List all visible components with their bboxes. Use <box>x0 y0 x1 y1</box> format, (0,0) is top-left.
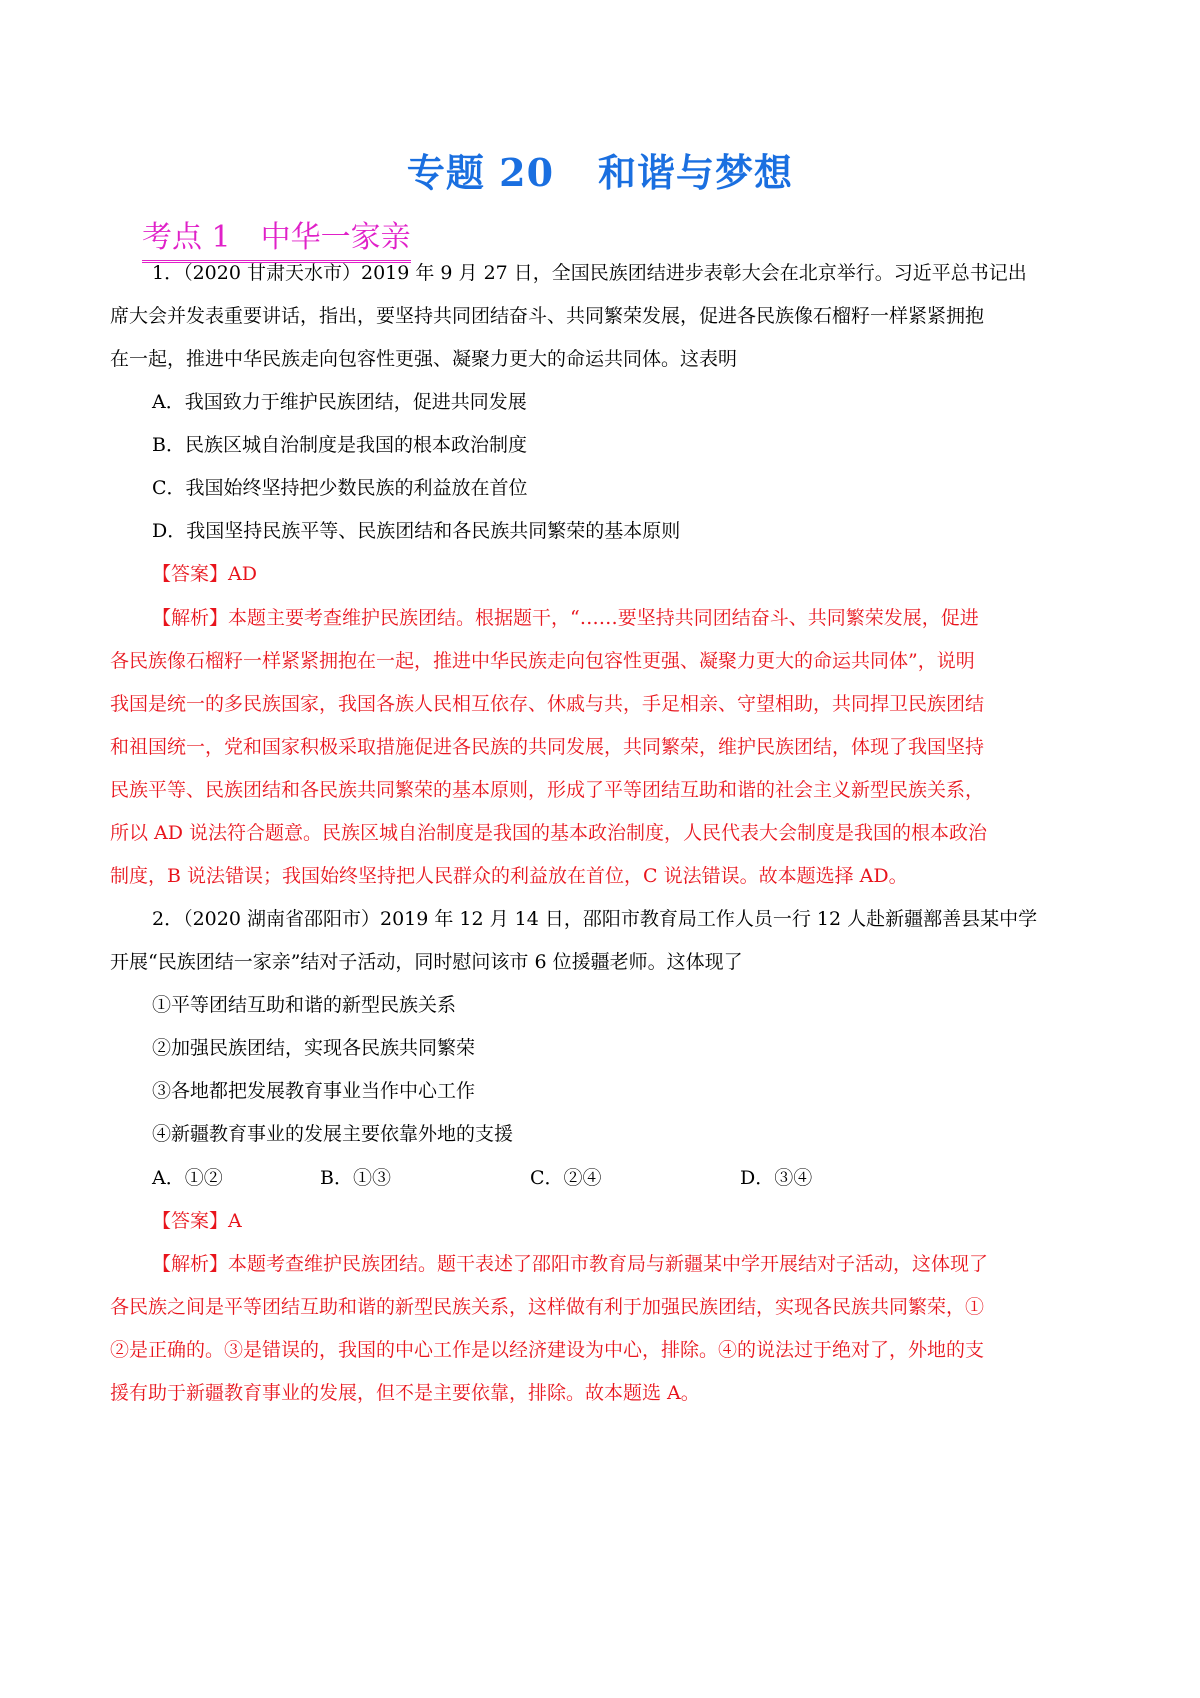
q1-analysis-line: 和祖国统一，党和国家积极采取措施促进各民族的共同发展，共同繁荣，维护民族团结，体现了我国坚持 <box>110 736 985 758</box>
q2-statement: ②加强民族团结，实现各民族共同繁荣 <box>152 1037 476 1059</box>
q1-stem-line: 席大会并发表重要讲话，指出，要坚持共同团结奋斗、共同繁荣发展，促进各民族像石榴籽一样紧紧拥抱 <box>110 305 985 327</box>
q1-analysis-line: 【解析】本题主要考查维护民族团结。根据题干，“……要坚持共同团结奋斗、共同繁荣发展，促进 <box>152 607 979 629</box>
q2-option: D．③④ <box>740 1167 813 1189</box>
title-main: 和谐与梦想 <box>598 150 794 195</box>
q2-statement: ①平等团结互助和谐的新型民族关系 <box>152 994 457 1016</box>
title-prefix: 专题 20 <box>406 150 555 195</box>
q2-analysis-line: 各民族之间是平等团结互助和谐的新型民族关系，这样做有利于加强民族团结，实现各民族共同繁荣，① <box>110 1296 985 1318</box>
q2-analysis-line: 【解析】本题考查维护民族团结。题干表述了邵阳市教育局与新疆某中学开展结对子活动，这体现了 <box>152 1253 989 1275</box>
q2-answer: 【答案】A <box>152 1210 242 1232</box>
q2-analysis-line: 援有助于新疆教育事业的发展，但不是主要依靠，排除。故本题选 A。 <box>110 1382 700 1404</box>
q1-analysis-line: 民族平等、民族团结和各民族共同繁荣的基本原则，形成了平等团结互助和谐的社会主义新型民族关系， <box>110 779 985 801</box>
q2-option: C．②④ <box>530 1167 602 1189</box>
q1-analysis-line: 制度，B 说法错误；我国始终坚持把人民群众的利益放在首位，C 说法错误。故本题选择 AD。 <box>110 865 908 887</box>
q1-option: B．民族区城自治制度是我国的根本政治制度 <box>152 434 527 456</box>
q1-analysis-line: 各民族像石榴籽一样紧紧拥抱在一起，推进中华民族走向包容性更强、凝聚力更大的命运共同体”，说明 <box>110 650 975 672</box>
q1-stem-line: 在一起，推进中华民族走向包容性更强、凝聚力更大的命运共同体。这表明 <box>110 348 738 370</box>
q2-stem-line: 开展“民族团结一家亲”结对子活动，同时慰问该市 6 位援疆老师。这体现了 <box>110 951 743 973</box>
page-title <box>0 148 1200 198</box>
section-heading <box>142 218 411 263</box>
q2-statement: ③各地都把发展教育事业当作中心工作 <box>152 1080 476 1102</box>
q1-option: A．我国致力于维护民族团结，促进共同发展 <box>152 391 527 413</box>
q2-stem-line: 2．（2020 湖南省邵阳市）2019 年 12 月 14 日，邵阳市教育局工作人员一行 12 人赴新疆鄯善县某中学 <box>152 908 1038 930</box>
q1-option: C．我国始终坚持把少数民族的利益放在首位 <box>152 477 528 499</box>
q2-option: A．①② <box>152 1167 223 1189</box>
section-name: 中华一家亲 <box>260 220 411 255</box>
q1-analysis-line: 我国是统一的多民族国家，我国各族人民相互依存、休戚与共，手足相亲、守望相助，共同捍卫民族团结 <box>110 693 985 715</box>
q1-analysis-line: 所以 AD 说法符合题意。民族区城自治制度是我国的基本政治制度，人民代表大会制度是我国的根本政治 <box>110 822 988 844</box>
q2-analysis-line: ②是正确的。③是错误的，我国的中心工作是以经济建设为中心，排除。④的说法过于绝对了，外地的支 <box>110 1339 985 1361</box>
section-number: 考点 1 <box>142 220 231 255</box>
q2-statement: ④新疆教育事业的发展主要依靠外地的支援 <box>152 1123 514 1145</box>
q1-stem-line: 1．（2020 甘肃天水市）2019 年 9 月 27 日，全国民族团结进步表彰大会在北京举行。习近平总书记出 <box>152 262 1027 284</box>
q1-answer: 【答案】AD <box>152 563 257 585</box>
q1-option: D．我国坚持民族平等、民族团结和各民族共同繁荣的基本原则 <box>152 520 681 542</box>
q2-option: B．①③ <box>320 1167 391 1189</box>
